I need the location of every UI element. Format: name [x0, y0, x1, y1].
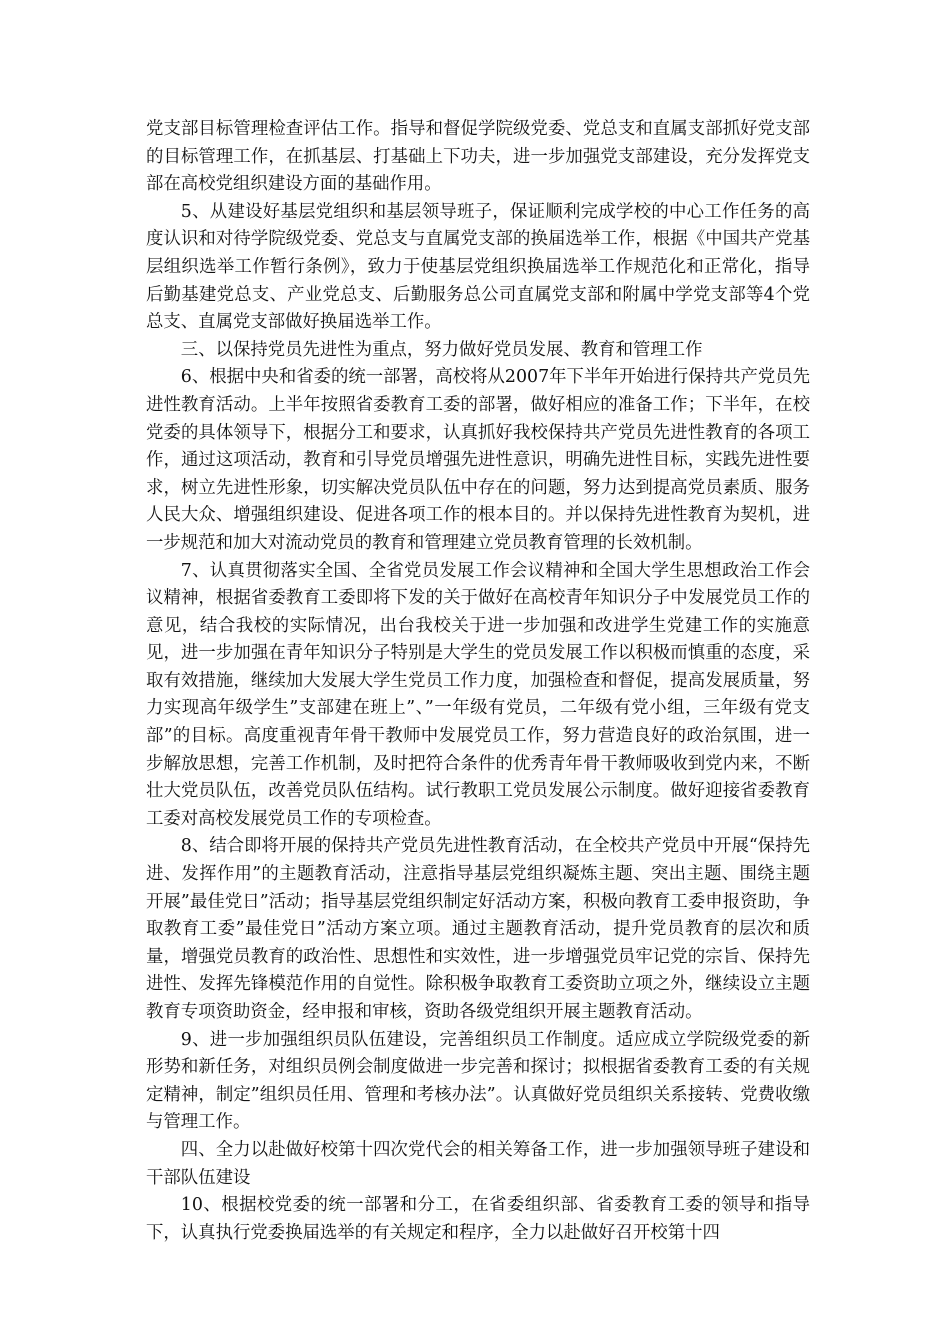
paragraph: 9、进一步加强组织员队伍建设，完善组织员工作制度。适应成立学院级党委的新形势和新任务，对组织员例会制度做进一步完善和探讨；拟根据省委教育工委的有关规定精神，制定”组织员任用、管理和考核办法”。认真做好党员组织关系接转、党费收缴与管理工作。	[146, 1029, 810, 1133]
section-heading: 四、全力以赴做好校第十四次党代会的相关筹备工作，进一步加强领导班子建设和干部队伍建设	[146, 1139, 810, 1188]
document-body	[146, 116, 810, 1247]
paragraph: 党支部目标管理检查评估工作。指导和督促学院级党委、党总支和直属支部抓好党支部的目标管理工作，在抓基层、打基础上下功夫，进一步加强党支部建设，充分发挥党支部在高校党组织建设方面的基础作用。	[146, 119, 810, 195]
paragraph: 5、从建设好基层党组织和基层领导班子，保证顺利完成学校的中心工作任务的高度认识和对待学院级党委、党总支与直属党支部的换届选举工作，根据《中国共产党基层组织选举工作暂行条例》，致力于使基层党组织换届选举工作规范化和正常化，指导后勤基建党总支、产业党总支、后勤服务总公司直属党支部和附属中学党支部等4个党总支、直属党支部做好换届选举工作。	[146, 201, 810, 333]
section-heading: 三、以保持党员先进性为重点，努力做好党员发展、教育和管理工作	[180, 339, 703, 360]
paragraph: 6、根据中央和省委的统一部署，高校将从2007年下半年开始进行保持共产党员先进性教育活动。上半年按照省委教育工委的部署，做好相应的准备工作；下半年，在校党委的具体领导下，根据分工和要求，认真抓好我校保持共产党员先进性教育的各项工作，通过这项活动，教育和引导党员增强先进性意识，明确先进性目标，实践先进性要求，树立先进性形象，切实解决党员队伍中存在的问题，努力达到提高党员素质、服务人民大众、增强组织建设、促进各项工作的根本目的。并以保持先进性教育为契机，进一步规范和加大对流动党员的教育和管理建立党员教育管理的长效机制。	[146, 367, 811, 553]
paragraph: 8、结合即将开展的保持共产党员先进性教育活动，在全校共产党员中开展“保持先进、发挥作用”的主题教育活动，注意指导基层党组织凝炼主题、突出主题、围绕主题开展”最佳党日”活动；指导基层党组织制定好活动方案，积极向教育工委申报资助，争取教育工委”最佳党日”活动方案立项。通过主题教育活动，提升党员教育的层次和质量，增强党员教育的政治性、思想性和实效性，进一步增强党员牢记党的宗旨、保持先进性、发挥先锋模范作用的自觉性。除积极争取教育工委资助立项之外，继续设立主题教育专项资助资金，经申报和审核，资助各级党组织开展主题教育活动。	[146, 836, 810, 1022]
paragraph: 7、认真贯彻落实全国、全省党员发展工作会议精神和全国大学生思想政治工作会议精神，根据省委教育工委即将下发的关于做好在高校青年知识分子中发展党员工作的意见，结合我校的实际情况，出台我校关于进一步加强和改进学生党建工作的实施意见，进一步加强在青年知识分子特别是大学生的党员发展工作以积极而慎重的态度，采取有效措施，继续加大发展大学生党员工作力度，加强检查和督促，提高发展质量，努力实现高年级学生”支部建在班上”、”一年级有党员，二年级有党小组，三年级有党支部”的目标。高度重视青年骨干教师中发展党员工作，努力营造良好的政治氛围，进一步解放思想，完善工作机制，及时把符合条件的优秀青年骨干教师吸收到党内来，不断壮大党员队伍，改善党员队伍结构。试行教职工党员发展公示制度。做好迎接省委教育工委对高校发展党员工作的专项检查。	[146, 560, 810, 829]
paragraph: 10、根据校党委的统一部署和分工，在省委组织部、省委教育工委的领导和指导下，认真执行党委换届选举的有关规定和程序，全力以赴做好召开校第十四	[146, 1195, 810, 1243]
